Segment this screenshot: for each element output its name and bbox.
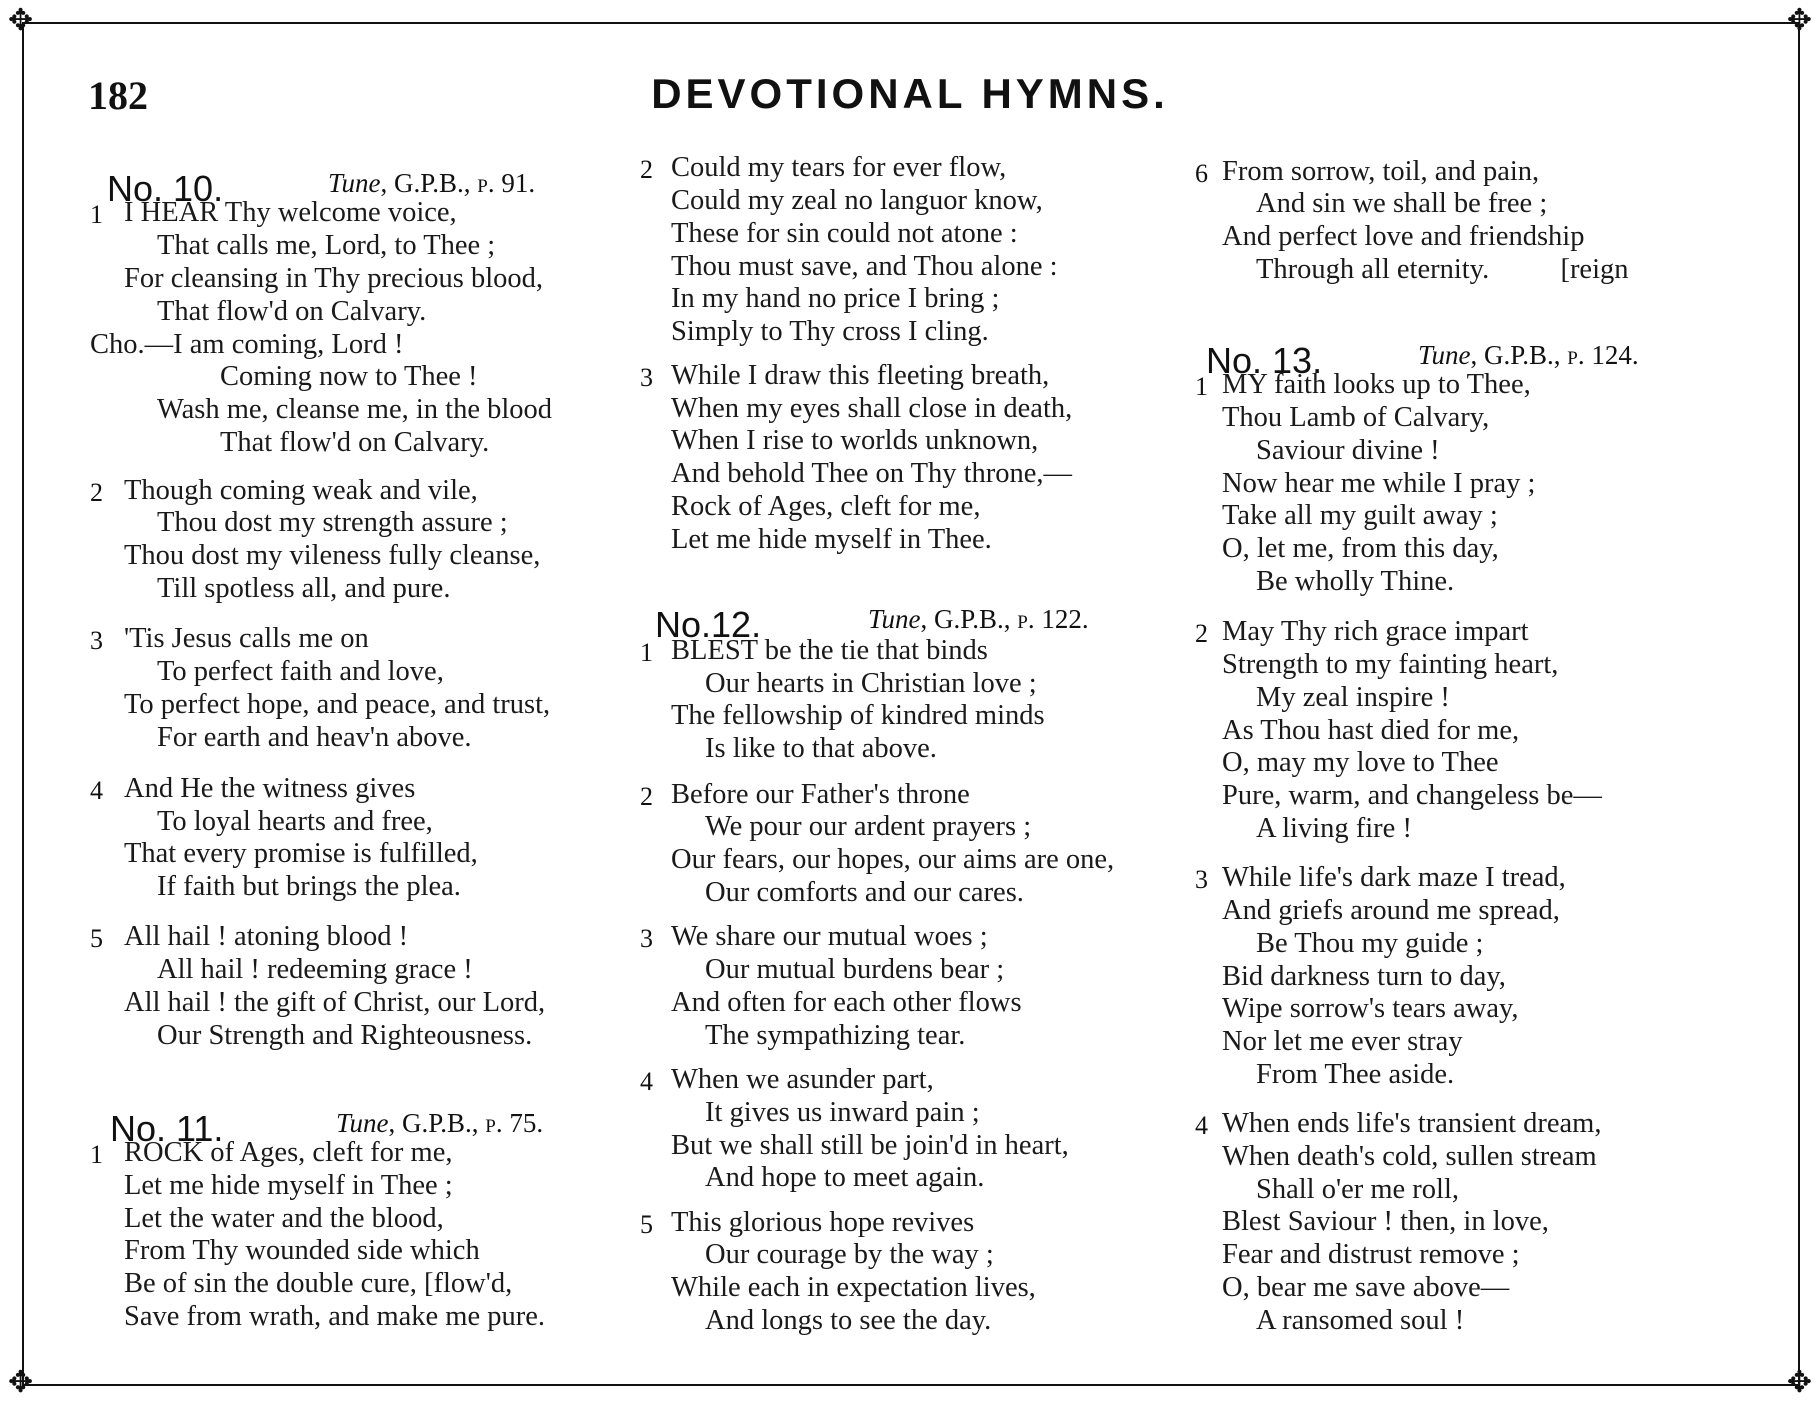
stanza-number: 3: [1195, 865, 1208, 895]
verse-line: My zeal inspire !: [1256, 681, 1450, 713]
verse-line: To perfect hope, and peace, and trust,: [124, 688, 551, 720]
tune-label: Tune: [336, 1107, 389, 1138]
verse-line: Thou Lamb of Calvary,: [1222, 401, 1490, 433]
stanza-number: 1: [640, 637, 653, 667]
stanza-number: 3: [640, 362, 653, 392]
stanza-number: 6: [1195, 158, 1208, 188]
verse-line: And He the witness gives: [124, 772, 416, 804]
verse-line: Wipe sorrow's tears away,: [1222, 993, 1519, 1025]
verse-line: When we asunder part,: [671, 1063, 934, 1095]
verse-line: A ransomed soul !: [1256, 1304, 1465, 1336]
verse-line: We pour our ardent prayers ;: [705, 811, 1032, 843]
verse-line: For earth and heav'n above.: [157, 721, 472, 753]
corner-ornament-icon: ✥: [8, 3, 34, 38]
tune-label: Tune: [328, 168, 381, 199]
stanza-number: 1: [1195, 372, 1208, 402]
verse-line: Shall o'er me roll,: [1256, 1173, 1460, 1205]
stanza-number: 5: [90, 924, 103, 954]
verse-line: The sympathizing tear.: [705, 1019, 966, 1051]
verse-line: Our courage by the way ;: [705, 1239, 994, 1271]
tune-reference: [328, 168, 535, 199]
verse-line: Blest Saviour ! then, in love,: [1222, 1206, 1549, 1238]
verse-line: We share our mutual woes ;: [671, 921, 988, 953]
verse-line: Let me hide myself in Thee ;: [124, 1169, 453, 1201]
stanza-number: 2: [90, 477, 103, 507]
verse-line: Thou must save, and Thou alone :: [671, 250, 1058, 282]
verse-line: Wash me, cleanse me, in the blood: [157, 394, 553, 426]
verse-line: 'Tis Jesus calls me on: [124, 623, 369, 655]
verse-line: And perfect love and friendship: [1222, 221, 1585, 253]
corner-ornament-icon: ✥: [1786, 1365, 1812, 1400]
verse-line: All hail ! redeeming grace !: [157, 954, 473, 986]
verse-line: Is like to that above.: [705, 733, 937, 765]
verse-line: BLEST be the tie that binds: [671, 634, 988, 666]
verse-line: O, let me, from this day,: [1222, 533, 1499, 565]
tune-label: Tune: [1418, 339, 1471, 370]
verse-line: If faith but brings the plea.: [157, 871, 461, 903]
tune-source: , G.P.B., p. 122.: [920, 604, 1089, 635]
verse-line: Saviour divine !: [1256, 434, 1440, 466]
verse-line: Though coming weak and vile,: [124, 474, 478, 506]
verse-line: Rock of Ages, cleft for me,: [671, 491, 981, 523]
verse-line: A living fire !: [1256, 813, 1412, 844]
verse-line: All hail ! atoning blood !: [124, 921, 409, 953]
tune-reference: [868, 604, 1089, 635]
tune-reference: [1418, 340, 1639, 371]
verse-line: From Thee aside.: [1256, 1058, 1455, 1090]
hymn-number: No. 10.: [107, 168, 224, 210]
corner-ornament-icon: ✥: [1786, 3, 1812, 38]
verse-line: While each in expectation lives,: [671, 1272, 1036, 1304]
verse-line: When death's cold, sullen stream: [1222, 1140, 1597, 1172]
verse-line: For cleansing in Thy precious blood,: [124, 263, 543, 295]
stanza-number: 2: [640, 155, 653, 185]
stanza-number: 4: [640, 1066, 653, 1096]
verse-line: That calls me, Lord, to Thee ;: [157, 230, 496, 262]
verse-line: Let the water and the blood,: [124, 1202, 444, 1234]
verse-line: Pure, warm, and changeless be—: [1222, 780, 1602, 812]
verse-line: The fellowship of kindred minds: [671, 700, 1045, 732]
verse-line: When I rise to worlds unknown,: [671, 425, 1039, 457]
verse-line: When my eyes shall close in death,: [671, 392, 1073, 424]
verse-line: Our mutual burdens bear ;: [705, 954, 1005, 986]
tune-label: Tune: [868, 604, 921, 635]
verse-line: Our Strength and Righteousness.: [157, 1019, 533, 1051]
verse-line: Could my zeal no languor know,: [671, 185, 1043, 216]
tune-source: , G.P.B., p. 75.: [388, 1107, 544, 1138]
stanza-number: 1: [90, 1140, 103, 1170]
verse-line: Through all eternity. [reign: [1256, 254, 1629, 286]
verse-line: When ends life's transient dream,: [1222, 1108, 1602, 1140]
verse-line: Could my tears for ever flow,: [671, 152, 1007, 184]
verse-line: Save from wrath, and make me pure.: [124, 1301, 546, 1333]
verse-line: And behold Thee on Thy throne,—: [671, 458, 1073, 490]
verse-line: And griefs around me spread,: [1222, 894, 1560, 926]
verse-line: And often for each other flows: [671, 986, 1022, 1018]
verse-line: I HEAR Thy welcome voice,: [124, 197, 457, 229]
chorus-line: Cho.—I am coming, Lord !: [90, 328, 404, 360]
page-number: 182: [88, 73, 148, 118]
verse-line: Our fears, our hopes, our aims are one,: [671, 844, 1115, 876]
verse-line: Be Thou my guide ;: [1256, 927, 1484, 959]
verse-line: Fear and distrust remove ;: [1222, 1239, 1520, 1271]
verse-line: Bid darkness turn to day,: [1222, 960, 1506, 992]
verse-line: Before our Father's throne: [671, 778, 970, 810]
verse-line: Nor let me ever stray: [1222, 1026, 1463, 1058]
verse-line: Be wholly Thine.: [1256, 565, 1455, 597]
hymn-number: No.12.: [655, 604, 762, 646]
tune-reference: [336, 1108, 543, 1139]
verse-line: These for sin could not atone :: [671, 217, 1018, 249]
hymn-number: No. 11.: [110, 1107, 224, 1149]
verse-line: That flow'd on Calvary.: [157, 295, 427, 327]
page-title: DEVOTIONAL HYMNS.: [651, 70, 1169, 117]
stanza-number: 5: [640, 1209, 653, 1239]
verse-line: And longs to see the day.: [705, 1305, 992, 1337]
verse-line: This glorious hope revives: [671, 1206, 975, 1238]
verse-line: From sorrow, toil, and pain,: [1222, 155, 1540, 187]
corner-ornament-icon: ✥: [8, 1365, 34, 1400]
tune-source: , G.P.B., p. 124.: [1470, 339, 1639, 370]
verse-line: Strength to my fainting heart,: [1222, 649, 1559, 680]
stanza-number: 3: [90, 626, 103, 656]
stanza-number: 4: [90, 775, 103, 805]
verse-line: Take all my guilt away ;: [1222, 500, 1498, 532]
verse-line: Thou dost my strength assure ;: [157, 507, 508, 539]
hymn-number: No. 13.: [1206, 339, 1323, 381]
verse-line: Simply to Thy cross I cling.: [671, 316, 989, 348]
verse-line: From Thy wounded side which: [124, 1235, 480, 1267]
verse-line: Our comforts and our cares.: [705, 877, 1024, 908]
verse-line: That flow'd on Calvary.: [220, 427, 490, 459]
verse-line: Be of sin the double cure, [flow'd,: [124, 1268, 513, 1300]
verse-line: O, may my love to Thee: [1222, 747, 1499, 779]
verse-line: To perfect faith and love,: [157, 655, 444, 687]
stanza-number: 2: [640, 781, 653, 811]
stanza-number: 4: [1195, 1111, 1208, 1141]
verse-line: While I draw this fleeting breath,: [671, 359, 1050, 391]
verse-line: To loyal hearts and free,: [157, 805, 433, 837]
verse-line: But we shall still be join'd in heart,: [671, 1129, 1069, 1161]
verse-line: Now hear me while I pray ;: [1222, 467, 1536, 499]
verse-line: O, bear me save above—: [1222, 1272, 1510, 1304]
verse-line: Coming now to Thee !: [220, 361, 478, 393]
verse-line: All hail ! the gift of Christ, our Lord,: [124, 986, 546, 1018]
verse-line: Till spotless all, and pure.: [157, 573, 451, 605]
stanza-number: 2: [1195, 619, 1208, 649]
verse-line: Our hearts in Christian love ;: [705, 667, 1037, 699]
stanza-number: 1: [90, 200, 103, 230]
verse-line: MY faith looks up to Thee,: [1222, 369, 1531, 401]
verse-line: And sin we shall be free ;: [1256, 188, 1548, 220]
verse-line: Thou dost my vileness fully cleanse,: [124, 540, 541, 572]
verse-line: It gives us inward pain ;: [705, 1096, 980, 1128]
verse-line: May Thy rich grace impart: [1222, 616, 1529, 648]
verse-line: That every promise is fulfilled,: [124, 838, 478, 870]
stanza-number: 3: [640, 924, 653, 954]
verse-line: As Thou hast died for me,: [1222, 714, 1520, 746]
tune-source: , G.P.B., p. 91.: [380, 168, 536, 199]
verse-line: Let me hide myself in Thee.: [671, 523, 992, 555]
verse-line: In my hand no price I bring ;: [671, 283, 1000, 315]
verse-line: While life's dark maze I tread,: [1222, 862, 1566, 894]
verse-line: And hope to meet again.: [705, 1162, 985, 1194]
verse-line: ROCK of Ages, cleft for me,: [124, 1137, 453, 1169]
